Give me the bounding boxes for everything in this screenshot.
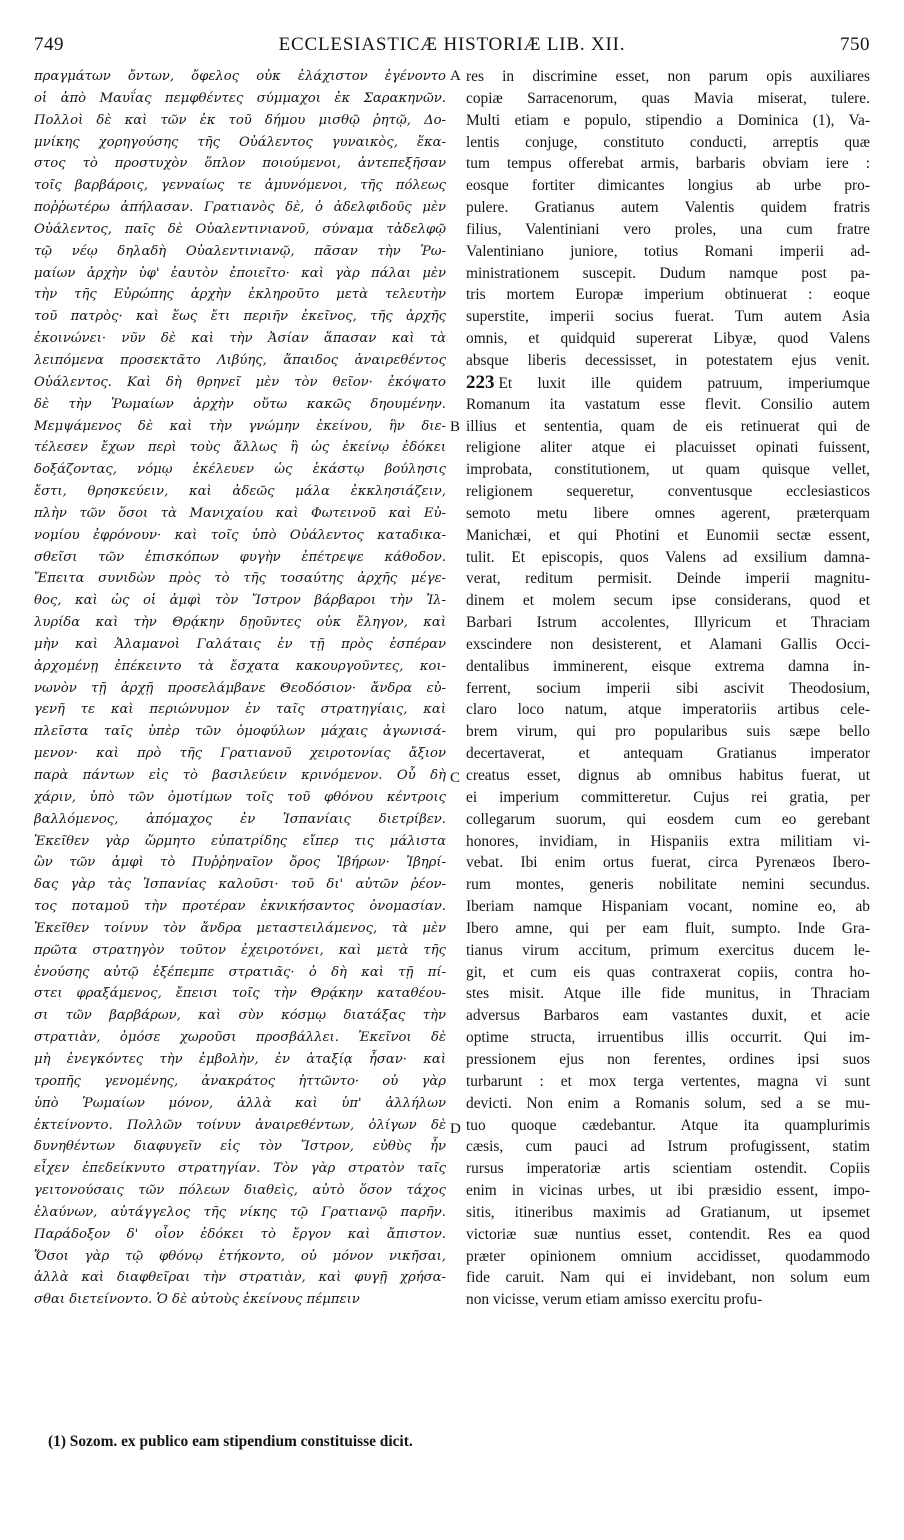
greek-text-line: Παράδοξον δ' οἷον ἐδόκει τὸ ἔργον καὶ ἄπιστον. [34, 1226, 446, 1242]
greek-text-line: γειτονούσαις τῶν πόλεων διαθεὶς, αὐτὸ ὅσον τάχος [34, 1183, 446, 1199]
latin-text-line: honores, invidiam, in Hispaniis extra militiam vi- [466, 832, 870, 850]
latin-text-line: victoriæ suæ nuntius esset, contendit. Res ea quod [466, 1225, 870, 1243]
greek-text-line: ἐκοινώνει· νῦν δὲ καὶ τὴν Ἀσίαν ἅπασαν καὶ τὰ [34, 331, 446, 347]
greek-text-line: ἐλαύνων, αὐτάγγελος τῆς νίκης τῷ Γρατιανῷ παρῆν. [34, 1204, 446, 1220]
latin-text-line: eosque fortiter dimicantes longius ab urbe pro- [466, 177, 870, 195]
latin-text-column [466, 66, 870, 1311]
greek-text-line: τοῦ πατρὸς· καὶ ἕως ἔτι περιῆν ἐκεῖνος, τῆς ἀρχῆς [34, 309, 446, 325]
greek-text-line: νομίου ἐφρόνουν· καὶ τοῖς ὑπὸ Οὐάλεντος καταδικα- [34, 527, 446, 543]
latin-text-line: cæsis, cum pauci ad Istrum profugissent, statim [466, 1138, 870, 1156]
latin-text-line: collegarum suorum, qui eosdem cum eo gerebant [466, 810, 870, 828]
greek-text-line: σι τῶν βαρβάρων, καὶ σὺν κόσμῳ διατάξας τὴν [34, 1008, 446, 1024]
latin-text-line: enim in vicinas urbes, ut ibi præsidio essent, impo- [466, 1182, 870, 1200]
latin-text-line: tuo quoque cædebantur. Atque ita quamplurimis [466, 1116, 870, 1134]
greek-text-line: λειπόμενα προσεκτᾶτο Λιβύης, ἄπαιδος ἀναιρεθέντος [34, 352, 446, 368]
latin-text-line: pressionem ejus non ferentes, ordines ipsi suos [466, 1050, 870, 1068]
latin-text-line: vebat. Ibi enim ortus fuerat, circa Pyrenæos Ibero- [466, 854, 870, 872]
greek-text-line: ποῤῥωτέρω ἀπήλασαν. Γρατιανὸς δὲ, ὁ ἀδελφιδοῦς μὲν [34, 200, 446, 216]
greek-text-line: μενον· καὶ πρὸ τῆς Γρατιανοῦ χειροτονίας ἄξιον [34, 746, 446, 762]
greek-text-line: βαλλόμενος, ἀπόμαχος ἐν Ἱσπανίαις διετρίβεν. [34, 811, 446, 827]
greek-text-line: θος, καὶ ὡς οἱ ἀμφὶ τὸν Ἴστρον βάρβαροι τὴν Ἰλ- [34, 593, 446, 609]
greek-text-line: τέλεσεν ἔχων περὶ τοὺς ἄλλως ἢ ὡς ἐκείνῳ ἐδόκει [34, 440, 446, 456]
greek-text-column [34, 66, 446, 1311]
greek-text-line: δοξάζοντας, νόμῳ ἐκέλευεν ὡς ἑκάστῳ βούλησις [34, 462, 446, 478]
latin-text-line: præter opinionem omnium accidisset, quodammodo [466, 1247, 870, 1265]
greek-text-line: ἀλλὰ καὶ διαφθεῖραι τὴν στρατιὰν, καὶ φυγῇ χρήσα- [34, 1270, 446, 1286]
latin-text-line: rursus imperatoriæ artis scientiam ostendit. Copiis [466, 1160, 870, 1178]
greek-text-line: Ἐκεῖθεν γὰρ ὥρμητο εὐπατρίδης εἴπερ τις μάλιστα [34, 833, 446, 849]
greek-text-line: στρατιὰν, ὁμόσε χωροῦσι προσβάλλει. Ἐκεῖνοι δὲ [34, 1030, 446, 1046]
latin-text-line: copiæ Sarracenorum, quas Mavia miserat, tulere. [466, 89, 870, 107]
greek-text-line: πλὴν τῶν ὅσοι τὰ Μανιχαίου καὶ Φωτεινοῦ καὶ Εὐ- [34, 505, 446, 521]
section-number: 223 [466, 371, 495, 393]
latin-text-line: dentalibus imminerent, eisque extrema damna in- [466, 657, 870, 675]
latin-text-line: ferrent, socium imperii sibi ascivit Theodosium, [466, 679, 870, 697]
latin-text-line: res in discrimine esset, non parum opis auxiliares [466, 68, 870, 85]
greek-text-line: στει φραξάμενος, ἔπεισι τοῖς τὴν Θρᾴκην καταθέου- [34, 986, 446, 1002]
latin-text-line: Barbari Istrum accolentes, Illyricum et Thraciam [466, 614, 870, 632]
margin-marker-c: C [450, 770, 461, 786]
latin-text-line: optime structa, irruentibus illis occurrit. Qui im- [466, 1029, 870, 1047]
margin-marker-a: A [450, 68, 461, 84]
greek-text-line: πρῶτα στρατηγὸν τοῦτον ἐχειροτόνει, καὶ μετὰ τῆς [34, 942, 446, 958]
latin-text-line: Romanum ita vastatum esse flevit. Consilio autem [466, 395, 870, 413]
latin-text-line-text: Et luxit ille quidem patruum, imperiumque [498, 374, 870, 392]
latin-text-line: semoto metu libere omnes agerent, præterquam [466, 504, 870, 522]
greek-text-line: οἱ ἀπὸ Μαυΐας πεμφθέντες σύμμαχοι ἐκ Σαρακηνῶν. [34, 90, 446, 106]
running-header [34, 34, 870, 64]
latin-text-line: brem virum, qui pro popularibus suis sæpe bello [466, 723, 870, 741]
greek-text-line: Ἐκεῖθεν τοίνυν τὸν ἄνδρα μεταστειλάμενος, τὰ μὲν [34, 920, 446, 936]
margin-marker-b: B [450, 419, 461, 435]
greek-text-line: μὴ ἐνεγκόντες τὴν ἐμβολὴν, ἐν ἀταξίᾳ ἦσαν· καὶ [34, 1051, 446, 1067]
greek-text-line: παρὰ πάντων εἰς τὸ βασιλεύειν κρινόμενον. Οὗ δὴ [34, 768, 446, 783]
greek-text-line: τος ποταμοῦ τὴν προτέραν ἐκνικήσαντος ὀνομασίαν. [34, 899, 446, 915]
latin-text-line: filius, Valentiniani vero proles, una cum fratre [466, 220, 870, 238]
latin-text-line: tris mortem Europæ imperium obtinuerat : eoque [466, 286, 870, 304]
latin-text-line: religionem sequeretur, conventusque ecclesiasticos [466, 483, 870, 501]
latin-text-line: tulit. Et episcopis, quos Valens ad exsilium damna- [466, 548, 870, 566]
latin-text-line: religione aliter atque ei placuisset opinati fuissent, [466, 439, 870, 457]
greek-text-line: Οὐάλεντος. Καὶ δὴ θρηνεῖ μὲν τὸν θεῖον· ἐκόψατο [34, 374, 446, 390]
latin-text-line: non vicisse, verum etiam amisso exercitu profu- [466, 1291, 763, 1309]
greek-text-line: Οὐάλεντος, παῖς δὲ Οὐαλεντινιανοῦ, σύναμα τἀδελφῷ [34, 221, 446, 237]
latin-text-line: Manichæi, et qui Photini et Eunomii sectæ essent, [466, 526, 870, 544]
latin-text-line: git, et cum eis quas contraxerat copiis, contra ho- [466, 963, 870, 981]
latin-text-line: rum montes, generis nobilitate nemini secundus. [466, 876, 870, 894]
latin-text-line: Valentiniano juniore, totius Romani imperii ad- [466, 242, 870, 260]
greek-text-line: εἶχεν ἐπεδείκνυτο στρατηγίαν. Τὸν γὰρ στρατὸν ταῖς [34, 1161, 446, 1177]
latin-text-line: lentis conjuge, constituto conducti, arreptis quæ [466, 133, 870, 151]
latin-text-line: adversus Barbaros eam vastantes duxit, et acie [466, 1007, 870, 1025]
greek-text-line: δυνηθέντων διαφυγεῖν εἰς τὸν Ἴστρον, εὐθὺς ἦν [34, 1139, 446, 1155]
greek-text-line: Μεμψάμενος δὲ καὶ τὴν γνώμην ἐκείνου, ἣν διε- [34, 418, 446, 434]
latin-text-line: stes misit. Atque ille fide munitus, in Thraciam [466, 985, 870, 1003]
latin-text-line: sitis, itineribus maximis ad Gratianum, ut ipsemet [466, 1203, 870, 1221]
latin-text-line: ministrationem suscepit. Dudum namque post pa- [466, 264, 870, 282]
latin-text-line: verat, reditum permisit. Deinde imperii magnitu- [466, 570, 870, 588]
greek-text-line: δας γὰρ τὰς Ἱσπανίας καλοῦσι· τοῦ δι' αὐτῶν ῥέον- [34, 877, 446, 893]
greek-text-line: ὢν τῶν ἀμφὶ τὸ Πυῤῥηναῖον ὄρος Ἰβήρων· Ἰβηρί- [34, 855, 446, 871]
greek-text-line: ἐκτείνοντο. Πολλῶν τοίνυν ἀναιρεθέντων, ὀλίγων δὲ [34, 1117, 446, 1133]
latin-text-line: superstite, imperii socius fuerat. Tum autem Asia [466, 308, 870, 326]
greek-text-line: χάριν, ὑπὸ τῶν ὁμοτίμων τοῖς τοῦ φθόνου κέντροις [34, 789, 446, 805]
greek-text-line: μνίκης χορηγούσης τῆς Οὐάλεντος γυναικὸς, ἕκα- [34, 134, 446, 150]
latin-text-line: decertaverat, et antequam Gratianus imperator [466, 745, 870, 763]
greek-text-line: τῷ νέῳ δηλαδὴ Οὐαλεντινιανῷ, πᾶσαν τὴν Ῥω- [34, 243, 446, 259]
greek-text-line: πραγμάτων ὄντων, ὄφελος οὐκ ἐλάχιστον ἐγένοντο [34, 69, 446, 84]
latin-text-line: improbata, constitutionem, ut quam quisque vellet, [466, 461, 870, 479]
latin-text-line: turbarunt : et mox terga vertentes, magna vi sunt [466, 1072, 870, 1090]
latin-text-line: Iberiam namque Hispaniam vocant, nomine eo, ab [466, 898, 870, 916]
latin-text-line: Ibero amne, qui per eam fluit, sumpto. Inde Gra- [466, 919, 870, 937]
greek-text-line: Ἔπειτα συνιδὼν πρὸς τὸ τῆς τοσαύτης ἀρχῆς μέγε- [34, 571, 446, 587]
latin-text-line: fide caruit. Nam qui ei invidebant, non solum eum [466, 1269, 870, 1287]
greek-text-line: δὲ τὴν Ῥωμαίων ἀρχὴν οὕτω κακῶς δηουμένην. [34, 396, 446, 412]
greek-text-line: τὴν τῆς Εὐρώπης ἀρχὴν ἐκληροῦτο μετὰ τελευτὴν [34, 287, 446, 303]
margin-marker-d: D [450, 1121, 461, 1137]
footnote: (1) Sozom. ex publico eam stipendium constituisse dicit. [48, 1433, 413, 1450]
latin-text-line: ei imperium committeretur. Cujus rei gratia, per [466, 788, 870, 806]
latin-text-line [466, 372, 870, 394]
latin-text-line: claro loco natum, atque imperatoriis artibus cele- [466, 701, 870, 719]
greek-text-line: σθεῖσι τῶν ἐπισκόπων φυγὴν ἐπέτρεψε κάθοδον. [34, 549, 446, 565]
latin-text-line: dinem et molem secum ipse considerans, quod et [466, 592, 870, 610]
greek-text-line: λυρίδα καὶ τὴν Θρᾴκην δῃοῦντες οὐκ ἔληγον, καὶ [34, 615, 446, 631]
right-page-number: 750 [840, 34, 870, 55]
greek-text-line: ὑπὸ Ῥωμαίων μόνον, ἀλλὰ καὶ ὑπ' ἀλλήλων [34, 1095, 446, 1111]
greek-text-line: σθαι διετείνοντο. Ὁ δὲ αὐτοὺς ἐκείνους πέμπειν [34, 1292, 360, 1308]
greek-text-line: στος τὸ προστυχὸν ὅπλον ποιούμενοι, ἀντεπεξῆσαν [34, 156, 446, 172]
latin-text-line: creatus esset, dignus ab omnibus habitus fuerat, ut [466, 767, 870, 784]
running-title: ECCLESIASTICÆ HISTORIÆ LIB. XII. [278, 34, 626, 55]
latin-text-line: pulere. Gratianus autem Valentis quidem fratris [466, 199, 870, 217]
latin-text-line: absque liberis decessisset, in potestatem ejus venit. [466, 351, 870, 369]
greek-text-line: γενῆ τε καὶ περιώνυμον ἐν ταῖς στρατηγίαις, καὶ [34, 702, 446, 718]
greek-text-line: Πολλοὶ δὲ καὶ τῶν ἐκ τοῦ δήμου μισθῷ ῥητῷ, Δο- [34, 112, 446, 128]
greek-text-line: μαίων ἀρχὴν ὑφ' ἑαυτὸν ἐποιεῖτο· καὶ γὰρ πάλαι μὲν [34, 265, 446, 281]
greek-text-line: ἀρχομένῃ ἐπέκειντο τὰ ἔσχατα κακουργοῦντες, κοι- [34, 658, 446, 674]
latin-text-line: tum tempus offerebat armis, barbaris obviam iere : [466, 155, 870, 173]
greek-text-line: τοῖς βαρβάροις, γενναίως τε ἀμυνόμενοι, τῆς πόλεως [34, 178, 446, 194]
latin-text-line: illius et sententia, quam de eis retinuerat qui de [466, 417, 870, 435]
latin-text-line: devicti. Non enim a Romanis solum, sed a se mu- [466, 1094, 870, 1112]
latin-text-line: tianus virum accitum, primum exercitus ducem le- [466, 941, 870, 959]
greek-text-line: Ὅσοι γὰρ τῷ φθόνῳ ἐτήκοντο, οὐ μόνον νικῆσαι, [34, 1248, 446, 1264]
greek-text-line: νωνὸν τῇ ἀρχῇ προσελάμβανε Θεοδόσιον· ἄνδρα εὐ- [34, 680, 446, 696]
greek-text-line: ἐνούσης αὐτῷ ἐξέπεμπε στρατιᾶς· ὁ δὴ καὶ τῇ πί- [34, 964, 446, 980]
left-page-number: 749 [34, 34, 64, 55]
greek-text-line: πλεῖστα ταῖς ὑπὲρ τῶν ὁμοφύλων μάχαις ἀγωνισά- [34, 724, 446, 740]
latin-text-line: omnis, et quidquid supererat Libyæ, quod Valens [466, 330, 870, 348]
greek-text-line: τροπῆς γενομένης, ἀνακράτος ἡττῶντο· οὐ γὰρ [34, 1073, 446, 1089]
greek-text-line: ἔστι, θρησκεύειν, καὶ ἀδεῶς μάλα ἐκκλησιάζειν, [34, 484, 446, 500]
latin-text-line: exscindere non desisterent, et Alamani Gallis Occi- [466, 635, 870, 653]
greek-text-line: μὴν καὶ Ἀλαμανοὶ Γαλάταις ἐν τῇ πρὸς ἑσπέραν [34, 636, 446, 652]
latin-text-line: Multi etiam e populo, stipendio a Dominica (1), Va- [466, 111, 870, 129]
